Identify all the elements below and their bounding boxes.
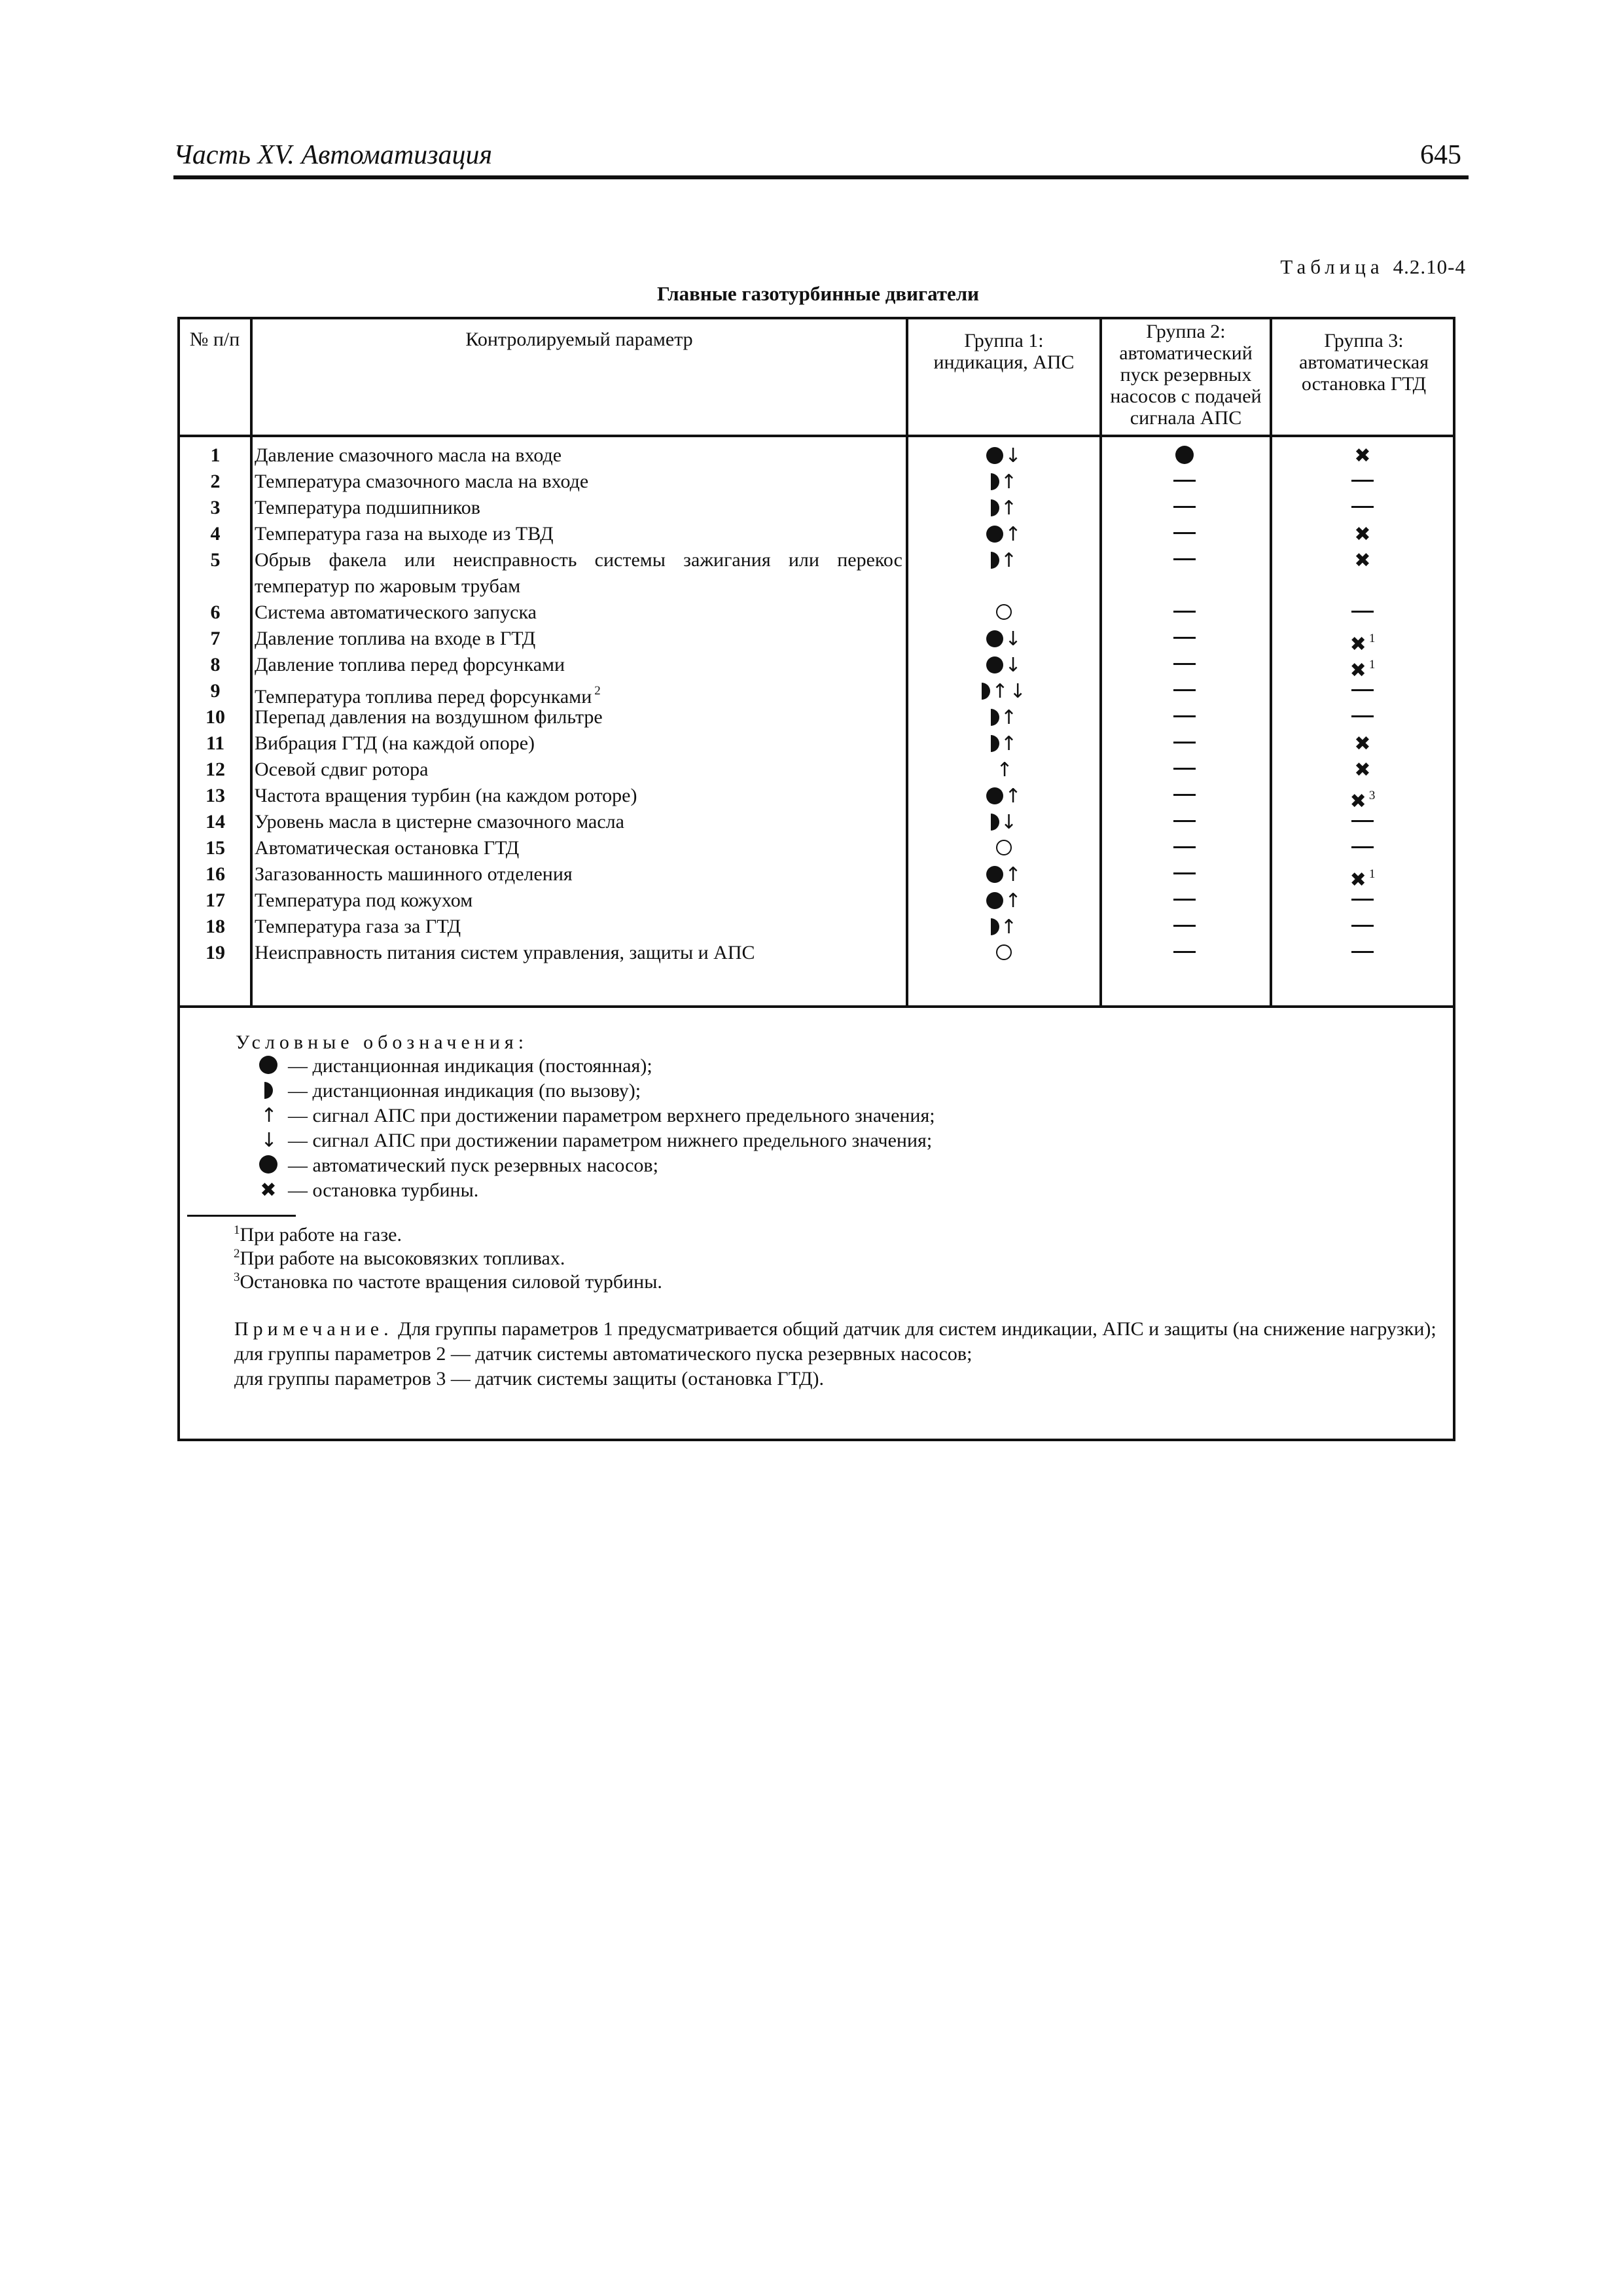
legend-item xyxy=(249,1153,658,1178)
footnote-mark: 2 xyxy=(234,1247,240,1261)
row-parameter-text: Давление смазочного масла на входе xyxy=(255,444,562,466)
dash-icon xyxy=(1173,715,1196,717)
dash-icon xyxy=(1173,663,1196,665)
row-parameter xyxy=(255,730,902,757)
row-g2-symbol xyxy=(1101,442,1268,469)
filled-circle-icon xyxy=(986,656,1003,673)
row-g1-symbol xyxy=(910,521,1098,548)
half-circle-icon xyxy=(991,499,999,516)
row-parameter-text: Температура смазочного масла на входе xyxy=(255,471,589,492)
arrow-up-icon: ↑ xyxy=(1005,863,1022,886)
row-g2-symbol xyxy=(1101,914,1268,940)
cross-icon: ✖ xyxy=(260,1179,277,1202)
row-parameter xyxy=(255,783,902,809)
row-parameter-text: Загазованность машинного отделения xyxy=(255,863,573,885)
arrow-up-icon: ↑ xyxy=(1000,916,1018,939)
row-g2-symbol xyxy=(1101,783,1268,809)
row-number: 8 xyxy=(210,654,221,675)
col-header-group1: Группа 1: индикация, АПС xyxy=(933,330,1075,373)
arrow-down-icon: ↓ xyxy=(1005,654,1022,677)
hollow-circle-icon xyxy=(996,604,1012,620)
arrow-up-icon: ↑ xyxy=(1000,471,1018,493)
row-g3-symbol xyxy=(1273,940,1452,966)
legend-text: — автоматический пуск резервных насосов; xyxy=(288,1155,658,1176)
dash-icon xyxy=(1173,558,1196,560)
legend-item xyxy=(249,1103,935,1128)
row-parameter-text: Осевой сдвиг ротора xyxy=(255,759,429,780)
row-parameter xyxy=(255,521,902,547)
dash-icon xyxy=(1351,689,1374,691)
row-g1-symbol xyxy=(910,940,1098,966)
row-number: 1 xyxy=(210,444,221,466)
dash-icon xyxy=(1173,611,1196,613)
dash-icon xyxy=(1173,768,1196,770)
cross-icon: ✖ xyxy=(1354,549,1371,572)
row-g1-symbol xyxy=(910,914,1098,941)
row-g3-symbol xyxy=(1273,521,1452,548)
legend-item xyxy=(249,1128,932,1153)
legend-text: — дистанционная индикация (по вызову); xyxy=(288,1080,641,1102)
arrow-down-icon: ↓ xyxy=(1005,628,1022,651)
row-g3-symbol xyxy=(1273,888,1452,914)
col-header-group2: Группа 2: автоматический пуск резервных насосов с подачей сигнала АПС xyxy=(1110,321,1262,429)
dash-icon xyxy=(1351,925,1374,927)
row-g1-symbol xyxy=(910,730,1098,757)
legend-text: — сигнал АПС при достижении параметром нижнего предельного значения; xyxy=(288,1130,933,1151)
footnote-text: При работе на высоковязких топливах. xyxy=(240,1247,565,1269)
row-parameter-text: Вибрация ГТД (на каждой опоре) xyxy=(255,732,535,754)
row-g1-symbol xyxy=(910,835,1098,861)
row-g1-symbol xyxy=(910,626,1098,653)
row-parameter-text: Уровень масла в цистерне смазочного масла xyxy=(255,811,624,833)
row-g2-symbol xyxy=(1101,495,1268,521)
row-g1-symbol xyxy=(910,783,1098,810)
row-number: 14 xyxy=(205,811,225,833)
legend-symbol xyxy=(249,1128,288,1153)
footnote-mark: 1 xyxy=(1368,658,1376,672)
col-header-num: № п/п xyxy=(189,329,240,350)
row-g2-symbol xyxy=(1101,835,1268,861)
arrow-up-icon: ↑ xyxy=(996,759,1013,781)
row-g3-symbol xyxy=(1273,495,1452,521)
col-header-group3: Группа 3: автоматическая остановка ГТД xyxy=(1298,330,1429,395)
half-circle-icon xyxy=(991,735,999,752)
row-g3-symbol xyxy=(1273,547,1452,574)
row-number: 17 xyxy=(205,889,225,911)
hollow-circle-icon xyxy=(996,944,1012,960)
row-g2-symbol xyxy=(1101,469,1268,495)
row-number: 2 xyxy=(210,471,221,492)
legend-item xyxy=(249,1054,652,1079)
dash-icon xyxy=(1173,951,1196,953)
dash-icon xyxy=(1173,872,1196,874)
table-label-word: Таблица xyxy=(1280,255,1384,278)
dash-icon xyxy=(1173,637,1196,639)
col-header-param: Контролируемый параметр xyxy=(465,329,693,350)
table-label xyxy=(1171,257,1466,277)
row-number: 9 xyxy=(210,680,221,702)
row-g3-symbol xyxy=(1273,809,1452,835)
row-parameter xyxy=(255,704,902,730)
row-g2-symbol xyxy=(1101,678,1268,704)
cross-icon: ✖ xyxy=(1349,790,1366,813)
arrow-up-icon: ↑ xyxy=(1000,706,1018,729)
row-parameter xyxy=(255,469,902,495)
row-number: 16 xyxy=(205,863,225,885)
row-g1-symbol xyxy=(910,652,1098,679)
arrow-up-icon: ↑ xyxy=(991,680,1008,703)
dash-icon xyxy=(1173,689,1196,691)
row-g1-symbol xyxy=(910,704,1098,731)
legend-symbol xyxy=(249,1178,288,1203)
footnote-mark: 3 xyxy=(234,1270,240,1284)
row-parameter-text: Обрыв факела или неисправность системы зажигания или перекос температур по жаровым трубам xyxy=(255,549,902,597)
note-line-2: для группы параметров 2 — датчик системы автоматического пуска резервных насосов; xyxy=(234,1343,972,1365)
row-g3-symbol xyxy=(1273,704,1452,730)
row-number: 19 xyxy=(205,942,225,963)
row-g2-symbol xyxy=(1101,626,1268,652)
row-g2-symbol xyxy=(1101,888,1268,914)
note-line-3: для группы параметров 3 — датчик системы защиты (остановка ГТД). xyxy=(234,1368,825,1390)
row-g2-symbol xyxy=(1101,547,1268,573)
row-number: 4 xyxy=(210,523,221,545)
row-number: 11 xyxy=(205,732,225,754)
filled-circle-icon xyxy=(986,787,1003,804)
row-g2-symbol xyxy=(1101,940,1268,966)
col-rule-2 xyxy=(906,317,908,1008)
dash-icon xyxy=(1351,611,1374,613)
row-number: 12 xyxy=(205,759,225,780)
table-title: Главные газотурбинные двигатели xyxy=(656,282,980,305)
legend-symbol xyxy=(249,1054,288,1079)
arrow-up-icon: ↑ xyxy=(1005,889,1022,912)
row-parameter xyxy=(255,809,902,835)
arrow-up-icon: ↑ xyxy=(1000,549,1018,572)
footnote-text: При работе на газе. xyxy=(240,1224,402,1246)
filled-circle-icon xyxy=(986,630,1003,647)
row-number: 15 xyxy=(205,837,225,859)
filled-circle-icon xyxy=(986,866,1003,883)
row-g2-symbol xyxy=(1101,730,1268,757)
filled-circle-icon xyxy=(259,1056,277,1074)
row-number: 10 xyxy=(205,706,225,728)
row-g2-symbol xyxy=(1101,600,1268,626)
arrow-down-icon: ↓ xyxy=(260,1129,277,1152)
filled-circle-icon xyxy=(1175,446,1194,464)
row-g3-symbol xyxy=(1273,835,1452,861)
legend-symbol xyxy=(249,1103,288,1128)
cross-icon: ✖ xyxy=(1349,659,1366,682)
row-g2-symbol xyxy=(1101,757,1268,783)
dash-icon xyxy=(1351,480,1374,482)
row-g1-symbol xyxy=(910,861,1098,888)
row-parameter xyxy=(255,914,902,940)
arrow-up-icon: ↑ xyxy=(1005,785,1022,808)
legend-item xyxy=(249,1178,478,1203)
row-g1-symbol xyxy=(910,547,1098,574)
footnote xyxy=(234,1266,662,1294)
dash-icon xyxy=(1173,480,1196,482)
col-rule-4 xyxy=(1270,317,1272,1008)
row-parameter-text: Температура топлива перед форсунками xyxy=(255,686,592,708)
arrow-down-icon: ↓ xyxy=(1005,444,1022,467)
row-g2-symbol xyxy=(1101,652,1268,678)
row-parameter xyxy=(255,626,902,652)
row-g3-symbol xyxy=(1273,469,1452,495)
row-g1-symbol xyxy=(910,442,1098,469)
row-g1-symbol xyxy=(910,678,1098,705)
legend-text: — сигнал АПС при достижении параметром верхнего предельного значения; xyxy=(288,1105,935,1126)
row-parameter-text: Температура газа за ГТД xyxy=(255,916,461,937)
dash-icon xyxy=(1173,899,1196,901)
row-g2-symbol xyxy=(1101,861,1268,888)
legend-item xyxy=(249,1079,641,1103)
row-parameter xyxy=(255,835,902,861)
half-circle-icon xyxy=(991,473,999,490)
row-g3-symbol xyxy=(1273,442,1452,469)
header-row-rule xyxy=(177,435,1455,437)
dash-icon xyxy=(1173,532,1196,534)
row-g1-symbol xyxy=(910,757,1098,783)
row-g3-symbol xyxy=(1273,914,1452,940)
row-g1-symbol xyxy=(910,888,1098,914)
note-text-1: Для группы параметров 1 предусматривается общий датчик для систем индикации, АПС и защиты (на снижение нагрузки); xyxy=(398,1318,1436,1340)
row-parameter xyxy=(255,547,902,600)
half-circle-icon xyxy=(982,683,990,700)
dash-icon xyxy=(1173,820,1196,822)
hollow-circle-icon xyxy=(996,840,1012,855)
legend-text: — дистанционная индикация (постоянная); xyxy=(288,1055,652,1077)
arrow-up-icon: ↑ xyxy=(260,1104,277,1127)
legend-section-rule xyxy=(177,1005,1455,1008)
cross-icon: ✖ xyxy=(1349,869,1366,891)
row-number: 13 xyxy=(205,785,225,806)
cross-icon: ✖ xyxy=(1349,633,1366,656)
arrow-up-icon: ↑ xyxy=(1000,732,1018,755)
row-g3-symbol xyxy=(1273,678,1452,704)
half-circle-icon xyxy=(264,1082,273,1099)
arrow-down-icon: ↓ xyxy=(1009,680,1026,703)
dash-icon xyxy=(1173,925,1196,927)
dash-icon xyxy=(1351,506,1374,508)
dash-icon xyxy=(1351,820,1374,822)
footnote-mark: 3 xyxy=(1368,789,1376,802)
table-label-number: 4.2.10-4 xyxy=(1393,255,1466,278)
cross-icon: ✖ xyxy=(1354,732,1371,755)
legend-symbol xyxy=(249,1153,288,1178)
row-number: 6 xyxy=(210,601,221,623)
row-parameter xyxy=(255,888,902,914)
cross-icon: ✖ xyxy=(1354,523,1371,546)
cross-icon: ✖ xyxy=(1354,759,1371,781)
row-g3-symbol xyxy=(1273,730,1452,757)
dash-icon xyxy=(1173,794,1196,796)
row-parameter-text: Температура газа на выходе из ТВД xyxy=(255,523,554,545)
row-g3-symbol xyxy=(1273,757,1452,783)
row-g2-symbol xyxy=(1101,809,1268,835)
row-parameter-text: Неисправность питания систем управления, защиты и АПС xyxy=(255,942,755,963)
arrow-up-icon: ↑ xyxy=(1000,497,1018,520)
half-circle-icon xyxy=(991,709,999,726)
row-number: 7 xyxy=(210,628,221,649)
footnote-mark: 1 xyxy=(1368,632,1376,645)
row-parameter-text: Температура под кожухом xyxy=(255,889,473,911)
header-rule xyxy=(173,175,1469,179)
dash-icon xyxy=(1351,899,1374,901)
half-circle-icon xyxy=(991,918,999,935)
half-circle-icon xyxy=(991,552,999,569)
row-number: 5 xyxy=(210,549,221,571)
arrow-down-icon: ↓ xyxy=(1000,811,1018,834)
page-number: 645 xyxy=(1420,140,1461,170)
note-line-1 xyxy=(188,1317,1445,1342)
row-number: 18 xyxy=(205,916,225,937)
footnote-mark: 1 xyxy=(234,1223,240,1237)
legend-title: Условные обозначения: xyxy=(236,1031,529,1053)
dash-icon xyxy=(1173,846,1196,848)
note-label: Примечание. xyxy=(234,1318,393,1340)
row-g1-symbol xyxy=(910,600,1098,626)
half-circle-icon xyxy=(991,814,999,831)
row-g2-symbol xyxy=(1101,704,1268,730)
dash-icon xyxy=(1173,506,1196,508)
row-parameter-text: Автоматическая остановка ГТД xyxy=(255,837,520,859)
row-parameter xyxy=(255,495,902,521)
dash-icon xyxy=(1351,715,1374,717)
dash-icon xyxy=(1351,846,1374,848)
row-g1-symbol xyxy=(910,469,1098,495)
footnote-rule xyxy=(187,1215,296,1217)
row-parameter-text: Давление топлива перед форсунками xyxy=(255,654,565,675)
row-parameter xyxy=(255,757,902,783)
filled-circle-icon xyxy=(986,447,1003,464)
row-number: 3 xyxy=(210,497,221,518)
cross-icon: ✖ xyxy=(1354,444,1371,467)
row-g2-symbol xyxy=(1101,521,1268,547)
footnote-mark: 2 xyxy=(594,684,601,698)
row-parameter xyxy=(255,652,902,678)
row-parameter-text: Перепад давления на воздушном фильтре xyxy=(255,706,603,728)
dash-icon xyxy=(1351,951,1374,953)
running-header-title: Часть XV. Автоматизация xyxy=(173,140,493,170)
row-parameter xyxy=(255,861,902,888)
row-g3-symbol xyxy=(1273,600,1452,626)
legend-text: — остановка турбины. xyxy=(288,1179,479,1201)
footnote-mark: 1 xyxy=(1368,867,1376,881)
filled-circle-icon xyxy=(986,526,1003,543)
row-parameter xyxy=(255,940,902,966)
note-block xyxy=(188,1317,1445,1391)
row-parameter-text: Температура подшипников xyxy=(255,497,480,518)
row-parameter-text: Давление топлива на входе в ГТД xyxy=(255,628,536,649)
filled-circle-icon xyxy=(986,892,1003,909)
footnote-text: Остановка по частоте вращения силовой турбины. xyxy=(240,1271,662,1293)
row-g1-symbol xyxy=(910,809,1098,836)
arrow-up-icon: ↑ xyxy=(1005,523,1022,546)
row-parameter-text: Частота вращения турбин (на каждом роторе) xyxy=(255,785,637,806)
dash-icon xyxy=(1173,742,1196,744)
row-parameter xyxy=(255,442,902,469)
row-parameter xyxy=(255,600,902,626)
legend-symbol xyxy=(249,1079,288,1103)
filled-circle-icon xyxy=(259,1155,277,1174)
row-parameter-text: Система автоматического запуска xyxy=(255,601,537,623)
row-g1-symbol xyxy=(910,495,1098,522)
